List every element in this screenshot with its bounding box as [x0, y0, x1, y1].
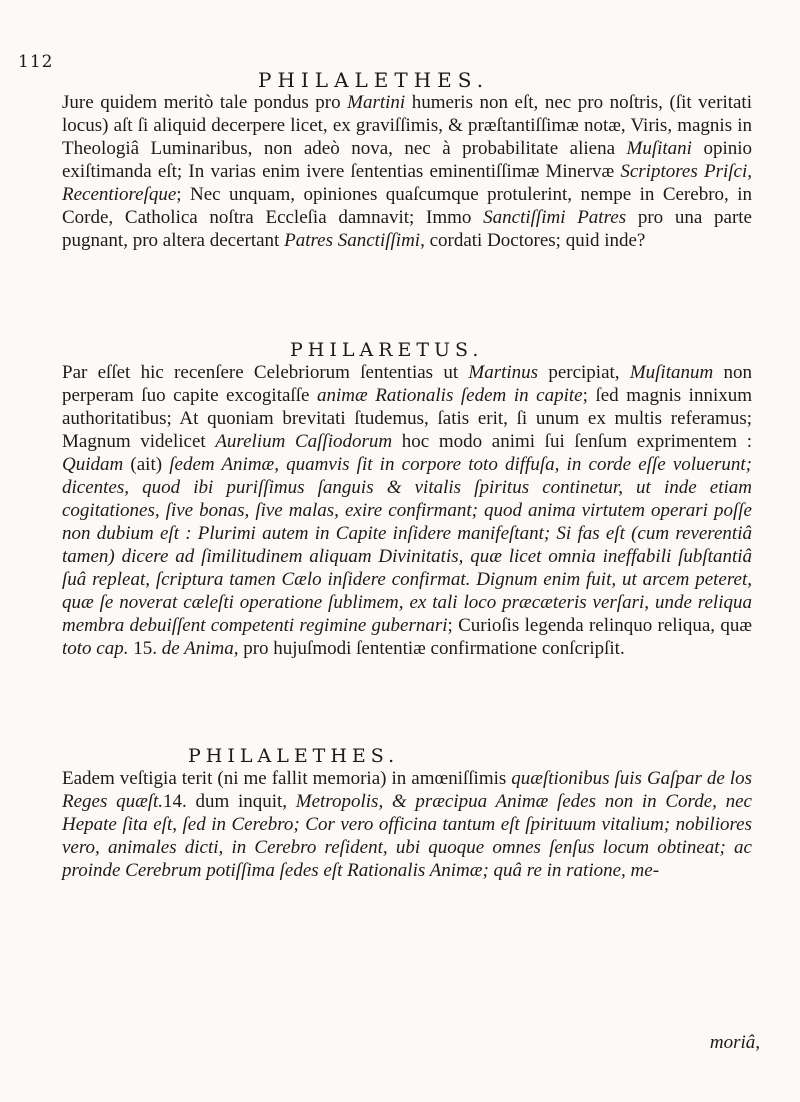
running-head: PHILALETHES. [258, 68, 490, 92]
text-run: 15. [128, 638, 162, 659]
text-run: non perperam ſuo capite excogitaſſe [62, 362, 752, 406]
italic-text-run: toto cap. [62, 638, 129, 659]
text-run: (ait) [123, 454, 170, 475]
text-run: 14. dum inquit, [163, 791, 296, 812]
catchword: moriâ, [709, 1032, 760, 1053]
text-run: ; Curioſis legenda relinquo reliqua, quæ [447, 615, 752, 636]
text-run: , cordati Doctores; quid inde? [420, 230, 646, 251]
speaker-heading-philalethes: PHILALETHES. [188, 745, 400, 767]
italic-text-run: Metropolis, & præcipua Animæ ſedes non in Corde, nec Hepate ſita eſt, ſed in Cerebro; Cor vero officina tantum eſt ſpirituum vitalium; nobiliores vero, animales dicti, in Cerebro reſident, ubi quoque omnes ſenſus locum obtineat; ac proinde Cerebrum potiſſima ſedes eſt Rationalis Animæ; quâ re in ratione, me- [62, 791, 752, 881]
speaker-heading-philaretus: PHILARETUS. [290, 339, 484, 361]
text-run: pro una parte pugnant, pro altera decertant [62, 207, 752, 251]
italic-text-run: ſedem Animæ, quamvis ſit in corpore toto diffuſa, in corde eſſe voluerunt; dicentes, quod ibi puriſſimus ſanguis & vitalis ſpiritus continetur, ut inde etiam cogitationes, ſive bonas, ſive malas, exire confirmant; quod anima virtutem operari poſſe non dubium eſt : Plurimi autem in Capite inſidere manifeſtant; Si fas eſt (cum reverentiâ tamen) dicere ad ſimilitudinem aliquam Divinitatis, quæ licet omnia ineffabili ſubſtantiâ ſuâ repleat, ſcriptura tamen Cælo inſidere confirmat. Dignum enim fuit, ut arcem peteret, quæ ſe noverat cæleſti operatione ſublimem, ex tali loco præcæteris verſari, unde reliqua membra debuiſſent competenti regimine gubernari [62, 454, 752, 636]
italic-text-run: Martinus [468, 362, 539, 383]
italic-text-run: Patres Sanctiſſimi [284, 230, 421, 251]
paragraph-2 [62, 361, 752, 660]
paragraph-1 [62, 91, 752, 252]
text-run: percipiat, [538, 362, 630, 383]
italic-text-run: Scriptores Priſci, Recentioreſque [62, 161, 752, 205]
italic-text-run: animæ Rationalis ſedem in capite [316, 385, 583, 406]
italic-text-run: Martini [347, 92, 406, 113]
italic-text-run: Quidam [62, 454, 124, 475]
text-run: opinio exiſtimanda eſt; In varias enim ivere ſententias eminentiſſimæ Minervæ [62, 138, 752, 182]
text-run: hoc modo animi ſui ſenſum exprimentem : [392, 431, 752, 452]
italic-text-run: de Anima [161, 638, 234, 659]
text-run: humeris non eſt, nec pro noſtris, (ſit veritati locus) aſt ſi aliquid decerpere licet, ex graviſſimis, & præſtantiſſimæ notæ, Viris, magnis in Theologiâ Luminaribus, non adeò nova, nec à probabilitate aliena [62, 92, 752, 159]
text-run: Jure quidem meritò tale pondus pro [62, 92, 348, 113]
italic-text-run: Sanctiſſimi Patres [483, 207, 627, 228]
italic-text-run: Muſitani [626, 138, 692, 159]
text-run: , pro hujuſmodi ſententiæ confirmatione conſcripſit. [233, 638, 625, 659]
paragraph-3 [62, 767, 752, 882]
text-run: ; ſed magnis innixum authoritatibus; At quoniam brevitati ſtudemus, ſatis erit, ſi unum ex multis referamus; Magnum videlicet [62, 385, 753, 452]
italic-text-run: quæſtionibus ſuis Gaſpar de los Reges quæſt. [62, 768, 752, 812]
text-run: Par eſſet hic recenſere Celebriorum ſententias ut [62, 362, 469, 383]
italic-text-run: Aurelium Caſſiodorum [215, 431, 393, 452]
italic-text-run: Muſitanum [629, 362, 714, 383]
text-run: ; Nec unquam, opiniones quaſcumque protulerint, nempe in Cerebro, in Corde, Catholica noſtra Eccleſia damnavit; Immo [62, 184, 752, 228]
text-run: Eadem veſtigia terit (ni me fallit memoria) in amœniſſimis [62, 768, 512, 789]
page-number: 112 [18, 52, 54, 72]
